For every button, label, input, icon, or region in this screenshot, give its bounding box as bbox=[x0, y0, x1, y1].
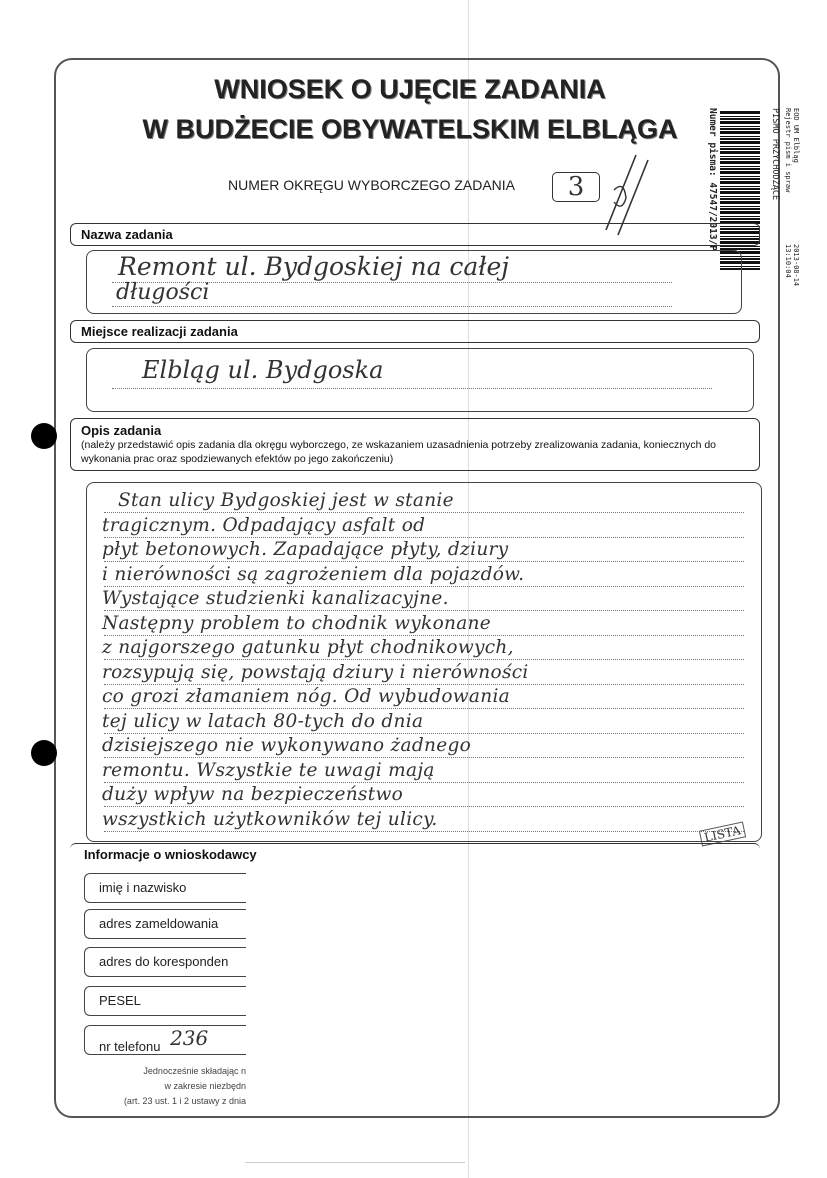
dotted-line bbox=[112, 388, 712, 389]
description-line: tragicznym. Odpadający asfalt od bbox=[102, 514, 426, 536]
task-name-header: Nazwa zadania bbox=[70, 223, 760, 246]
district-label: NUMER OKRĘGU WYBORCZEGO ZADANIA bbox=[228, 177, 516, 193]
description-line: Wystające studzienki kanalizacyjne. bbox=[102, 588, 449, 609]
phone-value: 236 bbox=[170, 1026, 209, 1050]
applicant-correspondence-field[interactable]: adres do koresponden bbox=[84, 947, 246, 977]
description-line: wszystkich użytkowników tej ulicy. bbox=[102, 808, 438, 830]
stamp-line3: PISMO PRZYCHODZĄCE bbox=[770, 108, 780, 201]
applicant-phone-field[interactable] bbox=[84, 1025, 246, 1055]
description-line: i nierówności są zagrożeniem dla pojazdów. bbox=[102, 563, 525, 585]
description-line: remontu. Wszystkie te uwagi mają bbox=[102, 759, 435, 781]
description-line: duży wpływ na bezpieczeństwo bbox=[102, 784, 404, 805]
description-line: Następny problem to chodnik wykonane bbox=[102, 612, 492, 634]
stamp-doc-number: Numer pisma: 47547/2013/P bbox=[707, 108, 718, 251]
dotted-line bbox=[104, 512, 744, 513]
dotted-line bbox=[104, 806, 744, 807]
stamp-line1: EOD UM Elbląg bbox=[792, 108, 800, 163]
dotted-line bbox=[104, 586, 744, 587]
applicant-name-field[interactable]: imię i nazwisko bbox=[84, 873, 246, 903]
applicant-address-field[interactable]: adres zameldowania bbox=[84, 909, 246, 939]
stamp-time: 13:10:04 bbox=[784, 244, 792, 278]
description-line: Stan ulicy Bydgoskiej jest w stanie bbox=[118, 490, 454, 511]
description-line: dzisiejszego nie wykonywano żadnego bbox=[102, 735, 472, 756]
form-title-line2: W BUDŻECIE OBYWATELSKIM ELBLĄGA bbox=[142, 114, 678, 144]
dotted-line bbox=[104, 561, 744, 562]
dotted-line bbox=[104, 610, 744, 611]
form-title-line1: WNIOSEK O UJĘCIE ZADANIA bbox=[214, 74, 606, 104]
punch-hole-icon bbox=[31, 423, 57, 449]
description-line: co grozi złamaniem nóg. Od wybudowania bbox=[102, 686, 510, 707]
dotted-line bbox=[104, 537, 744, 538]
dotted-line bbox=[104, 733, 744, 734]
dotted-line bbox=[112, 306, 672, 307]
list-mark: LISTA bbox=[699, 822, 746, 847]
punch-hole-icon bbox=[31, 740, 57, 766]
consent-note-line2: w zakresie niezbędn bbox=[164, 1081, 246, 1091]
dotted-line bbox=[104, 831, 744, 832]
location-header: Miejsce realizacji zadania bbox=[70, 320, 760, 343]
dotted-line bbox=[104, 757, 744, 758]
applicant-header: Informacje o wnioskodawcy bbox=[70, 843, 760, 865]
dotted-line bbox=[104, 635, 744, 636]
applicant-pesel-field[interactable]: PESEL bbox=[84, 986, 246, 1016]
description-title: Opis zadania bbox=[81, 423, 162, 438]
dotted-line bbox=[104, 684, 744, 685]
description-line: tej ulicy w latach 80-tych do dnia bbox=[102, 710, 424, 732]
description-line: z najgorszego gatunku płyt chodnikowych, bbox=[102, 637, 514, 658]
barcode-icon bbox=[720, 110, 760, 270]
description-line: płyt betonowych. Zapadające płyty, dziury bbox=[102, 539, 509, 560]
task-name-line1: Remont ul. Bydgoskiej na całej bbox=[118, 252, 509, 281]
location-line1: Elbląg ul. Bydgoska bbox=[142, 356, 384, 384]
district-number-field[interactable]: 3 bbox=[552, 172, 600, 202]
description-instructions: (należy przedstawić opis zadania dla okręgu wyborczego, ze wskazaniem uzasadnienia potrzeby zrealizowania zadania, koniecznych do wykonania prac oraz spodziewanych efektów po jego zakończeniu) bbox=[81, 439, 717, 465]
task-name-line2: długości bbox=[116, 280, 210, 305]
phone-label: nr telefonu bbox=[99, 1039, 161, 1054]
dotted-line bbox=[104, 708, 744, 709]
consent-note-line3: (art. 23 ust. 1 i 2 ustawy z dnia bbox=[123, 1096, 246, 1106]
description-header bbox=[70, 418, 760, 471]
dotted-line bbox=[104, 782, 744, 783]
fold-line-horizontal bbox=[245, 1162, 465, 1163]
description-line: rozsypują się, powstają dziury i nierówności bbox=[102, 661, 529, 683]
consent-note-line1: Jednocześnie składając n bbox=[143, 1066, 246, 1076]
dotted-line bbox=[104, 659, 744, 660]
stamp-line2: Rejestr pism i spraw bbox=[784, 108, 792, 193]
stamp-date: 2013-08-14 bbox=[792, 244, 800, 287]
